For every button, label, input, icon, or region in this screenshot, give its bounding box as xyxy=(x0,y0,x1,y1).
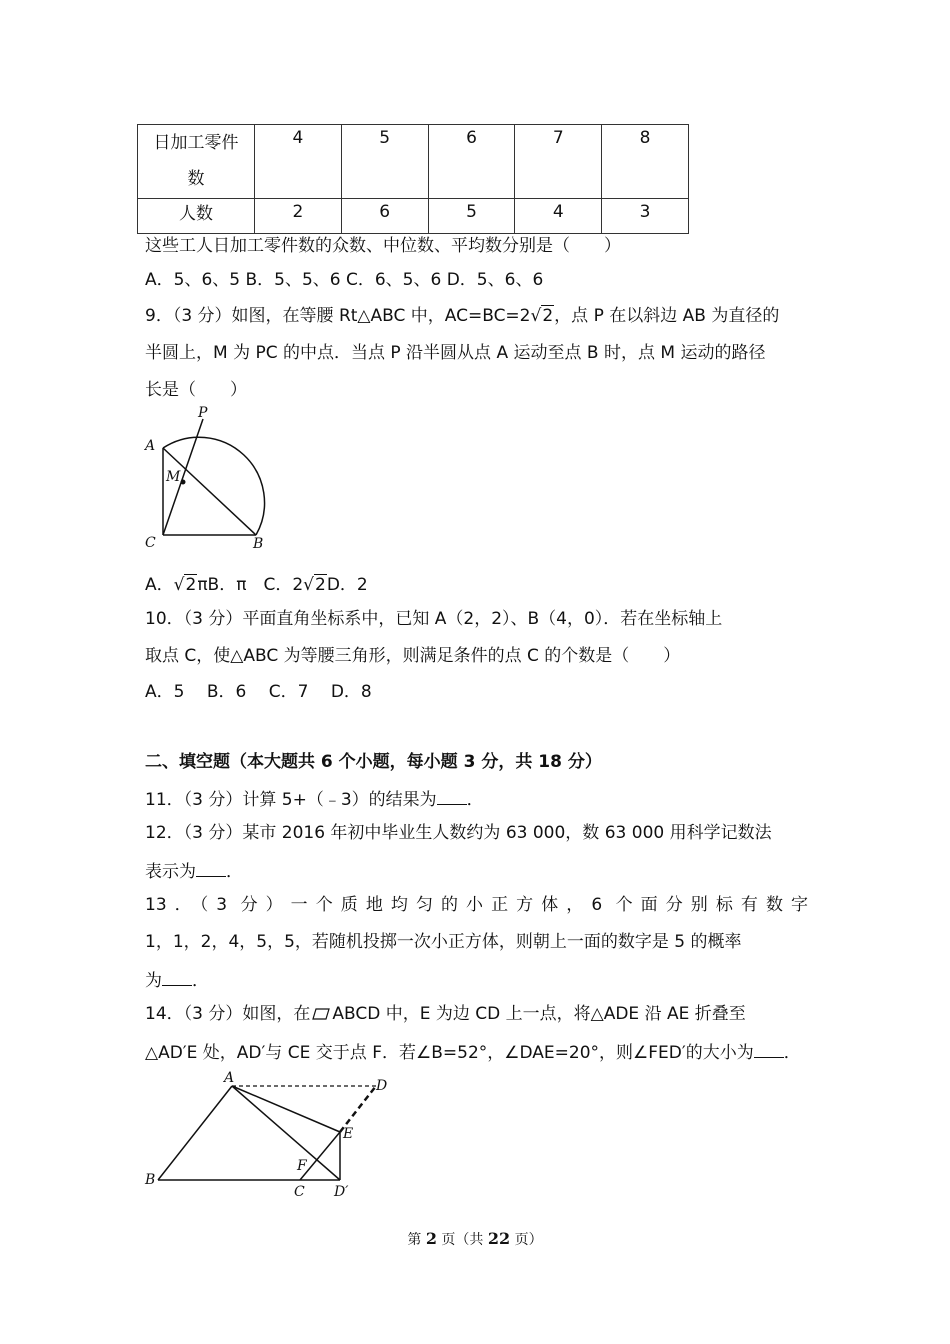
q12-line1: 12．（3 分）某市 2016 年初中毕业生人数约为 63 000，数 63 000 用科学记数法 xyxy=(145,823,772,843)
label-p: P xyxy=(198,405,208,421)
q9-line1 xyxy=(145,304,779,328)
q10-line1: 10．（3 分）平面直角坐标系中，已知 A（2，2）、B（4，0）．若在坐标轴上 xyxy=(145,609,723,629)
label-d: D xyxy=(376,1078,388,1094)
q12-line2 xyxy=(145,858,243,884)
q13-line3 xyxy=(145,967,209,993)
table-cell: 8 xyxy=(602,125,689,199)
header-label: 数 xyxy=(187,169,205,189)
q9-options xyxy=(145,573,368,597)
label-c: C xyxy=(145,535,156,551)
q11-line xyxy=(145,786,484,812)
label-c: C xyxy=(294,1184,305,1200)
q9-text: ，点 P 在以斜边 AB 为直径的 xyxy=(554,306,780,326)
section-title: 二、填空题（本大题共 6 个小题，每小题 3 分，共 18 分） xyxy=(145,752,602,772)
q13-line2: 1，1，2，4，5，5，若随机投掷一次小正方体，则朝上一面的数字是 5 的概率 xyxy=(145,932,742,952)
page-footer xyxy=(0,1229,950,1249)
table-cell: 5 xyxy=(341,125,428,199)
segment-ab xyxy=(163,448,256,535)
table-cell: 2 xyxy=(255,199,342,234)
sqrt-symbol: √ xyxy=(173,575,185,595)
q14-text: ABCD 中，E 为边 CD 上一点，将△ADE 沿 AE 折叠至 xyxy=(332,1004,746,1024)
footer-text: 页） xyxy=(510,1232,543,1248)
table-cell: 6 xyxy=(341,199,428,234)
q10-options: A．5 B．6 C．7 D．8 xyxy=(145,682,372,702)
segment-ae xyxy=(232,1086,340,1132)
q8-options: A．5、6、5 B．5、5、6 C．6、5、6 D．5、6、6 xyxy=(145,270,544,290)
option-text: πB．π C．2 xyxy=(197,575,304,595)
answer-blank xyxy=(162,967,192,986)
table-cell: 4 xyxy=(255,125,342,199)
table-cell: 3 xyxy=(602,199,689,234)
segment-ab xyxy=(158,1086,232,1180)
page-number: 2 xyxy=(425,1229,437,1248)
q9-figure xyxy=(140,405,280,558)
q11-text: 11．（3 分）计算 5+（﹣3）的结果为 xyxy=(145,790,437,810)
header-label: 日加工零件 xyxy=(153,133,239,153)
sqrt-symbol: √ xyxy=(303,575,314,595)
sqrt-symbol: √ xyxy=(530,306,542,326)
answer-blank xyxy=(754,1039,784,1058)
label-a: A xyxy=(145,438,156,454)
table-header-cell: 人数 xyxy=(138,199,255,234)
q9-line3: 长是（ ） xyxy=(145,380,247,400)
q9-line2: 半圆上，M 为 PC 的中点．当点 P 沿半圆从点 A 运动至点 B 时，点 M 运动的路径 xyxy=(145,343,766,363)
table-header-cell xyxy=(138,125,255,199)
table-cell: 4 xyxy=(515,199,602,234)
answer-blank xyxy=(437,786,467,805)
table-cell: 5 xyxy=(428,199,515,234)
q14-text: ． xyxy=(783,1043,801,1063)
total-pages: 22 xyxy=(487,1229,511,1248)
q14-text: △AD′E 处，AD′与 CE 交于点 F．若∠B=52°，∠DAE=20°，则∠FED′的大小为 xyxy=(145,1043,754,1063)
q13-text: 为 xyxy=(145,971,162,991)
q13-text: 13．（3 分）一个质地均匀的小正方体，6 个面分别标有数字 xyxy=(145,895,808,915)
label-b: B xyxy=(253,536,264,552)
footer-text: 页（共 xyxy=(436,1232,488,1248)
parts-table xyxy=(137,124,689,234)
table-row xyxy=(138,199,689,234)
segment-ad-prime xyxy=(232,1086,340,1180)
q14-line2 xyxy=(145,1039,801,1065)
option-text: D．2 xyxy=(326,575,368,595)
q14-line1 xyxy=(145,1002,746,1026)
option-text: A． xyxy=(145,575,174,595)
footer-text: 第 xyxy=(407,1232,426,1248)
parallelogram-icon xyxy=(312,1008,330,1020)
label-a: A xyxy=(224,1070,235,1086)
table-cell: 7 xyxy=(515,125,602,199)
q9-text: 9．（3 分）如图，在等腰 Rt△ABC 中，AC=BC=2 xyxy=(145,306,531,326)
q10-line2: 取点 C，使△ABC 为等腰三角形，则满足条件的点 C 的个数是（ ） xyxy=(145,646,681,666)
semicircle-arc xyxy=(163,437,265,535)
label-f: F xyxy=(297,1158,307,1174)
label-e: E xyxy=(343,1126,354,1142)
q14-figure xyxy=(140,1070,400,1200)
q12-text: ． xyxy=(226,862,243,882)
label-d-prime: D′ xyxy=(334,1184,349,1200)
q12-text: 表示为 xyxy=(145,862,196,882)
table-row xyxy=(138,125,689,199)
point-m xyxy=(181,480,186,485)
radicand: 2 xyxy=(542,306,554,326)
q11-text: ． xyxy=(466,790,484,810)
q13-text: ． xyxy=(192,971,209,991)
table-cell: 6 xyxy=(428,125,515,199)
q14-text: 14．（3 分）如图，在 xyxy=(145,1004,311,1024)
label-b: B xyxy=(145,1172,156,1188)
label-m: M xyxy=(166,469,181,485)
q13-line1 xyxy=(145,893,808,917)
answer-blank xyxy=(196,858,226,877)
q8-stem: 这些工人日加工零件数的众数、中位数、平均数分别是（ ） xyxy=(145,236,621,256)
radicand: 2 xyxy=(185,575,197,595)
radicand: 2 xyxy=(314,575,326,595)
